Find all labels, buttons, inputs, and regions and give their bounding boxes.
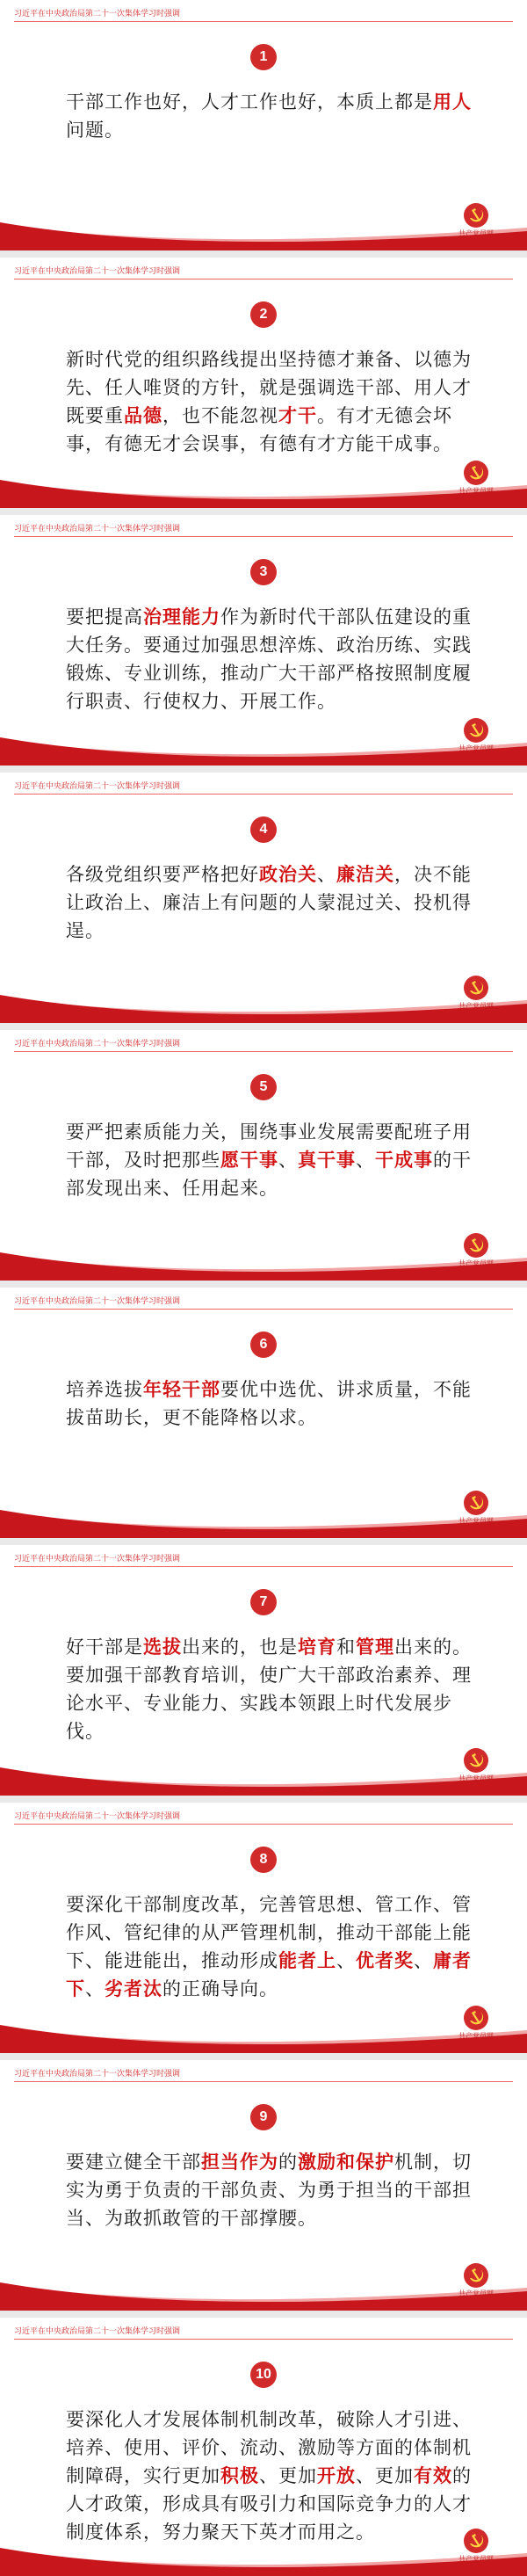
party-emblem-logo — [451, 717, 501, 753]
emblem-caption: 共产党员网 — [458, 1774, 494, 1782]
emblem-caption: 共产党员网 — [458, 2555, 494, 2563]
body-segment: 、 — [317, 864, 336, 885]
card-number-badge: 2 — [250, 301, 277, 328]
header-divider — [14, 2081, 513, 2082]
hammer-sickle-icon — [463, 2005, 489, 2031]
card-number-badge: 1 — [250, 44, 277, 70]
card-header — [14, 7, 513, 22]
emblem-caption: 共产党员网 — [458, 229, 494, 237]
body-segment: 、更加 — [356, 2465, 414, 2486]
card-number-badge: 7 — [250, 1589, 277, 1615]
body-segment: 的人才政策，形成具有吸引力和国际竞争力的人才制度体系，努力聚天下英才而用之。 — [66, 2465, 472, 2543]
body-segment: 、 — [85, 1978, 105, 1999]
card-number-badge: 5 — [250, 1074, 277, 1100]
body-segment: 出来的。要加强干部教育培训，使广大干部政治素养、理论水平、专业能力、实践本领跟上时代发展步伐。 — [66, 1636, 472, 1742]
party-emblem-logo — [451, 1490, 501, 1526]
red-wave-decoration — [0, 1992, 527, 2053]
header-divider — [14, 794, 513, 795]
body-segment: 出来的，也是 — [182, 1636, 298, 1658]
emblem-caption: 共产党员网 — [458, 487, 494, 495]
body-segment: 问题。 — [66, 120, 124, 141]
quote-card — [0, 0, 527, 250]
hammer-sickle-icon — [463, 1490, 489, 1516]
highlight-text: 廉洁关 — [336, 863, 394, 885]
body-segment: 培养选拔 — [66, 1379, 143, 1400]
body-segment: 要优中选优、讲求质量，不能拔苗助长，更不能降格以求。 — [66, 1379, 472, 1428]
card-separator — [0, 2311, 527, 2318]
highlight-text: 能者上 — [278, 1949, 336, 1971]
hammer-sickle-icon — [463, 975, 489, 1001]
highlight-text: 激励和保护 — [298, 2151, 394, 2173]
quote-card — [0, 1030, 527, 1281]
card-body-text — [66, 1375, 487, 1432]
party-emblem-logo — [451, 460, 501, 496]
card-header — [14, 1552, 513, 1567]
quote-card — [0, 773, 527, 1023]
hammer-sickle-icon — [463, 1747, 489, 1774]
highlight-text: 开放 — [317, 2464, 356, 2486]
hammer-sickle-icon — [463, 2528, 489, 2554]
card-body-text — [66, 860, 487, 945]
red-wave-decoration — [0, 704, 527, 766]
quote-card — [0, 2318, 527, 2576]
body-segment: 各级党组织要严格把好 — [66, 864, 259, 885]
header-divider — [14, 1824, 513, 1825]
card-separator — [0, 1023, 527, 1030]
highlight-text: 政治关 — [259, 863, 317, 885]
emblem-caption: 共产党员网 — [458, 744, 494, 752]
header-divider — [14, 1566, 513, 1567]
card-header-text: 习近平在中央政治局第二十一次集体学习时强调 — [14, 266, 181, 275]
body-segment: 、 — [356, 1150, 375, 1171]
emblem-caption: 共产党员网 — [458, 2032, 494, 2040]
highlight-text: 劣者汰 — [105, 1977, 162, 1999]
body-segment: 要深化人才发展体制机制改革，破除人才引进、培养、使用、评价、流动、激励等方面的体制机制障碍，实行更加 — [66, 2409, 472, 2486]
highlight-text: 优者奖 — [356, 1949, 414, 1971]
body-segment: ，决不能让政治上、廉洁上有问题的人蒙混过关、投机得逞。 — [66, 864, 472, 941]
red-wave-decoration — [0, 961, 527, 1023]
highlight-text: 有效 — [414, 2464, 452, 2486]
party-emblem-logo — [451, 2005, 501, 2041]
party-emblem-logo — [451, 2528, 501, 2564]
card-number-badge: 3 — [250, 559, 277, 585]
emblem-caption: 共产党员网 — [458, 1002, 494, 1010]
red-wave-decoration — [0, 1477, 527, 1538]
card-header-text: 习近平在中央政治局第二十一次集体学习时强调 — [14, 2326, 181, 2335]
card-header-text: 习近平在中央政治局第二十一次集体学习时强调 — [14, 1554, 181, 1563]
hammer-sickle-icon — [463, 2262, 489, 2289]
body-segment: 。有才无德会坏事，有德无才会误事，有德有才方能干成事。 — [66, 405, 452, 454]
card-header — [14, 780, 513, 795]
card-body-text — [66, 2148, 487, 2232]
card-body-text — [66, 1118, 487, 1202]
highlight-text: 担当作为 — [201, 2151, 278, 2173]
card-separator — [0, 766, 527, 773]
body-segment: 和 — [336, 1636, 356, 1658]
quote-card — [0, 1288, 527, 1538]
red-wave-decoration — [0, 2514, 527, 2576]
card-body-text — [66, 88, 487, 144]
quote-card — [0, 1803, 527, 2053]
body-segment: 要严把素质能力关，围绕事业发展需要配班子用干部，及时把那些 — [66, 1121, 472, 1171]
card-header — [14, 2325, 513, 2340]
card-header-text: 习近平在中央政治局第二十一次集体学习时强调 — [14, 1811, 181, 1820]
red-wave-decoration — [0, 446, 527, 508]
card-header — [14, 522, 513, 537]
card-header-text: 习近平在中央政治局第二十一次集体学习时强调 — [14, 9, 181, 18]
body-segment: 要深化干部制度改革，完善管思想、管工作、管作风、管纪律的从严管理机制，推动干部能上能下、能进能出，推动形成 — [66, 1894, 472, 1971]
card-body-text — [66, 1890, 487, 2003]
header-divider — [14, 1309, 513, 1310]
quote-card — [0, 258, 527, 508]
card-body-text — [66, 1633, 487, 1745]
body-segment: 要建立健全干部 — [66, 2152, 201, 2173]
body-segment: 的干部发现出来、任用起来。 — [66, 1150, 472, 1199]
body-segment: 、 — [336, 1950, 356, 1971]
red-wave-decoration — [0, 1219, 527, 1281]
highlight-text: 真干事 — [298, 1149, 356, 1171]
header-divider — [14, 1051, 513, 1052]
red-wave-decoration — [0, 1734, 527, 1796]
card-separator — [0, 508, 527, 515]
party-emblem-logo — [451, 202, 501, 238]
body-segment: 、更加 — [259, 2465, 317, 2486]
header-divider — [14, 536, 513, 537]
card-header-text: 习近平在中央政治局第二十一次集体学习时强调 — [14, 1296, 181, 1305]
hammer-sickle-icon — [463, 1232, 489, 1259]
body-segment: 作为新时代干部队伍建设的重大任务。要通过加强思想淬炼、政治历练、实践锻炼、专业训练，推动广大干部严格按照制度履行职责、行使权力、开展工作。 — [66, 606, 472, 712]
card-header — [14, 1295, 513, 1310]
red-wave-decoration — [0, 189, 527, 250]
highlight-text: 用人 — [433, 91, 472, 112]
body-segment: 的 — [278, 2152, 298, 2173]
body-segment: ，也不能忽视 — [162, 405, 278, 426]
quote-card — [0, 515, 527, 766]
body-segment: 要把提高 — [66, 606, 143, 628]
card-number-badge: 8 — [250, 1847, 277, 1873]
emblem-caption: 共产党员网 — [458, 1259, 494, 1267]
highlight-text: 年轻干部 — [143, 1378, 220, 1400]
card-header-text: 习近平在中央政治局第二十一次集体学习时强调 — [14, 2069, 181, 2078]
party-emblem-logo — [451, 2262, 501, 2298]
red-wave-decoration — [0, 2249, 527, 2311]
body-segment: 新时代党的组织路线提出坚持德才兼备、以德为先、任人唯贤的方针，就是强调选干部、用人才既要重 — [66, 349, 472, 426]
card-separator — [0, 2053, 527, 2060]
hammer-sickle-icon — [463, 202, 489, 229]
quote-card — [0, 1545, 527, 1796]
hammer-sickle-icon — [463, 717, 489, 744]
card-header-text: 习近平在中央政治局第二十一次集体学习时强调 — [14, 1039, 181, 1048]
highlight-text: 治理能力 — [143, 606, 220, 628]
body-segment: 、 — [414, 1950, 433, 1971]
card-header — [14, 1037, 513, 1052]
highlight-text: 选拔 — [143, 1636, 182, 1658]
card-header — [14, 2067, 513, 2082]
hammer-sickle-icon — [463, 460, 489, 486]
body-segment: 机制，切实为勇于负责的干部负责、为勇于担当的干部担当、为敢抓敢管的干部撑腰。 — [66, 2152, 472, 2229]
emblem-caption: 共产党员网 — [458, 1517, 494, 1525]
card-body-text — [66, 603, 487, 715]
card-separator — [0, 1281, 527, 1288]
party-emblem-logo — [451, 1747, 501, 1783]
highlight-text: 干成事 — [375, 1149, 433, 1171]
card-separator — [0, 1796, 527, 1803]
party-emblem-logo — [451, 1232, 501, 1268]
card-number-badge: 9 — [250, 2104, 277, 2130]
highlight-text: 积极 — [220, 2464, 259, 2486]
header-divider — [14, 2339, 513, 2340]
highlight-text: 培育 — [298, 1636, 336, 1658]
card-body-text — [66, 345, 487, 458]
card-number-badge: 10 — [250, 2362, 277, 2388]
card-header — [14, 265, 513, 279]
card-separator — [0, 1538, 527, 1545]
card-number-badge: 4 — [250, 816, 277, 843]
header-divider — [14, 21, 513, 22]
highlight-text: 管理 — [356, 1636, 394, 1658]
card-header — [14, 1810, 513, 1825]
highlight-text: 愿干事 — [220, 1149, 278, 1171]
highlight-text: 才干 — [278, 404, 317, 426]
card-separator — [0, 250, 527, 258]
highlight-text: 品德 — [124, 404, 162, 426]
card-header-text: 习近平在中央政治局第二十一次集体学习时强调 — [14, 781, 181, 790]
emblem-caption: 共产党员网 — [458, 2289, 494, 2297]
quote-card — [0, 2060, 527, 2311]
party-emblem-logo — [451, 975, 501, 1011]
body-segment: 、 — [278, 1150, 298, 1171]
card-number-badge: 6 — [250, 1332, 277, 1358]
card-header-text: 习近平在中央政治局第二十一次集体学习时强调 — [14, 524, 181, 533]
body-segment: 好干部是 — [66, 1636, 143, 1658]
body-segment: 干部工作也好，人才工作也好，本质上都是 — [66, 91, 433, 112]
body-segment: 的正确导向。 — [162, 1978, 278, 1999]
highlight-text: 庸者下 — [66, 1949, 472, 1999]
